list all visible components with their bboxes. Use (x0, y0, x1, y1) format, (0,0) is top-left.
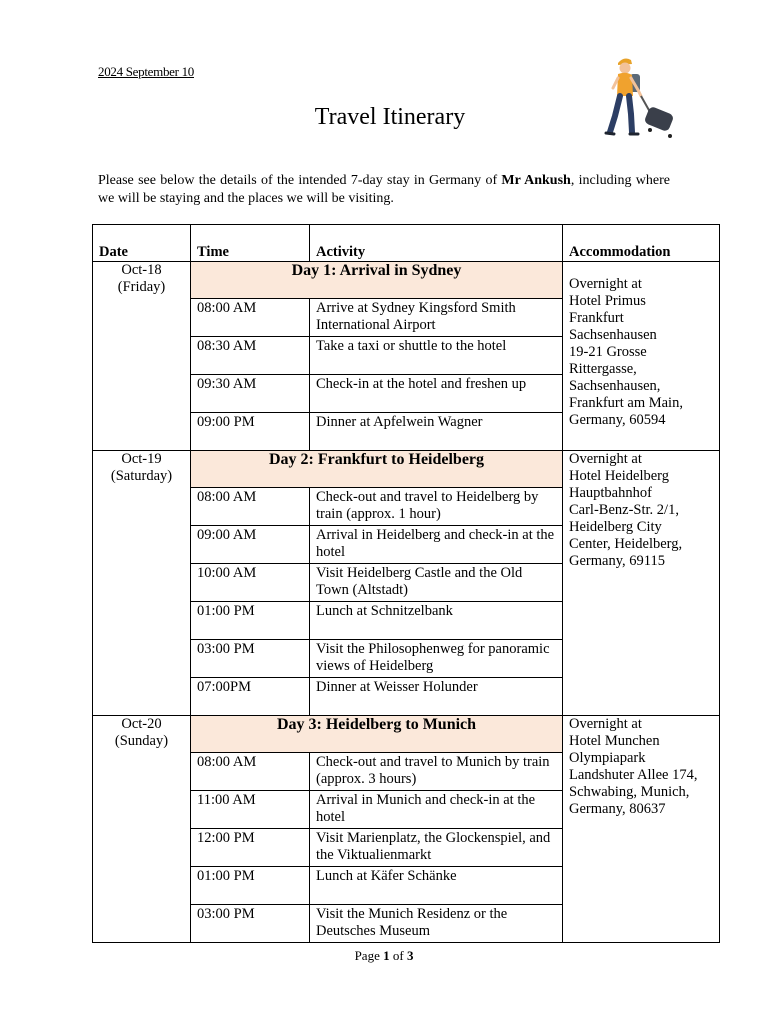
event-activity: Check-out and travel to Heidelberg by train (approx. 1 hour) (310, 488, 563, 526)
day-header-row (93, 716, 720, 753)
day-title: Day 1: Arrival in Sydney (191, 262, 563, 299)
day-date: Oct-19 (121, 451, 162, 467)
event-time: 03:00 PM (191, 905, 310, 943)
table-header-row (93, 225, 720, 262)
event-activity: Take a taxi or shuttle to the hotel (310, 337, 563, 375)
event-activity: Visit Heidelberg Castle and the Old Town (Altstadt) (310, 564, 563, 602)
intro-text-after: , including where we will be staying and the places we will be visiting. (98, 173, 670, 206)
footer-of-word: of (392, 948, 404, 963)
day-weekday: (Friday) (117, 279, 166, 295)
day-header-row (93, 262, 720, 299)
event-time: 07:00PM (191, 678, 310, 716)
header-accommodation: Accommodation (563, 225, 720, 262)
event-time: 09:30 AM (191, 375, 310, 413)
header-time: Time (191, 225, 310, 262)
event-time: 11:00 AM (191, 791, 310, 829)
day-weekday: (Sunday) (114, 733, 169, 749)
event-time: 12:00 PM (191, 829, 310, 867)
day-date: Oct-18 (121, 262, 162, 278)
intro-text-before: Please see below the details of the intended 7-day stay in Germany of (98, 173, 502, 188)
event-time: 01:00 PM (191, 867, 310, 905)
footer-page-word: Page (354, 948, 380, 963)
day-title: Day 2: Frankfurt to Heidelberg (191, 451, 563, 488)
page-total: 3 (406, 948, 414, 963)
event-activity: Check-out and travel to Munich by train (approx. 3 hours) (310, 753, 563, 791)
event-activity: Arrive at Sydney Kingsford Smith International Airport (310, 299, 563, 337)
day-title: Day 3: Heidelberg to Munich (191, 716, 563, 753)
day-header-row (93, 451, 720, 488)
event-time: 09:00 PM (191, 413, 310, 451)
page-title: Travel Itinerary (314, 104, 466, 130)
page-footer (0, 948, 768, 964)
event-time: 08:00 AM (191, 753, 310, 791)
page-current: 1 (383, 948, 390, 963)
day-date-cell (93, 262, 191, 451)
day-date-cell (93, 716, 191, 943)
event-activity: Lunch at Käfer Schänke (310, 867, 563, 905)
itinerary-table (92, 224, 720, 943)
day-date: Oct-20 (121, 716, 162, 732)
event-time: 08:00 AM (191, 299, 310, 337)
event-activity: Check-in at the hotel and freshen up (310, 375, 563, 413)
event-time: 09:00 AM (191, 526, 310, 564)
event-activity: Visit the Munich Residenz or the Deutsches Museum (310, 905, 563, 943)
accommodation-cell: Overnight at Hotel Primus Frankfurt Sachsenhausen 19-21 Grosse Rittergasse, Sachsenhausen, Frankfurt am Main, Germany, 60594 (563, 262, 720, 451)
event-time: 08:00 AM (191, 488, 310, 526)
event-activity: Dinner at Apfelwein Wagner (310, 413, 563, 451)
event-time: 08:30 AM (191, 337, 310, 375)
event-activity: Visit Marienplatz, the Glockenspiel, and the Viktualienmarkt (310, 829, 563, 867)
event-time: 01:00 PM (191, 602, 310, 640)
accommodation-cell: Overnight at Hotel Heidelberg Hauptbahnhof Carl-Benz-Str. 2/1, Heidelberg City Center, Heidelberg, Germany, 69115 (563, 451, 720, 716)
accommodation-cell: Overnight at Hotel Munchen Olympiapark Landshuter Allee 174, Schwabing, Munich, Germany, 80637 (563, 716, 720, 943)
document-date: 2024 September 10 (98, 64, 194, 79)
day-weekday: (Saturday) (110, 468, 173, 484)
event-time: 10:00 AM (191, 564, 310, 602)
event-activity: Dinner at Weisser Holunder (310, 678, 563, 716)
event-activity: Arrival in Munich and check-in at the hotel (310, 791, 563, 829)
header-date: Date (93, 225, 191, 262)
event-activity: Lunch at Schnitzelbank (310, 602, 563, 640)
event-activity: Visit the Philosophenweg for panoramic views of Heidelberg (310, 640, 563, 678)
event-time: 03:00 PM (191, 640, 310, 678)
intro-paragraph (98, 172, 670, 208)
header-activity: Activity (310, 225, 563, 262)
event-activity: Arrival in Heidelberg and check-in at the hotel (310, 526, 563, 564)
traveler-name: Mr Ankush (501, 173, 571, 188)
day-date-cell (93, 451, 191, 716)
itinerary-body (93, 262, 720, 943)
traveler-with-suitcase-icon (598, 54, 682, 140)
